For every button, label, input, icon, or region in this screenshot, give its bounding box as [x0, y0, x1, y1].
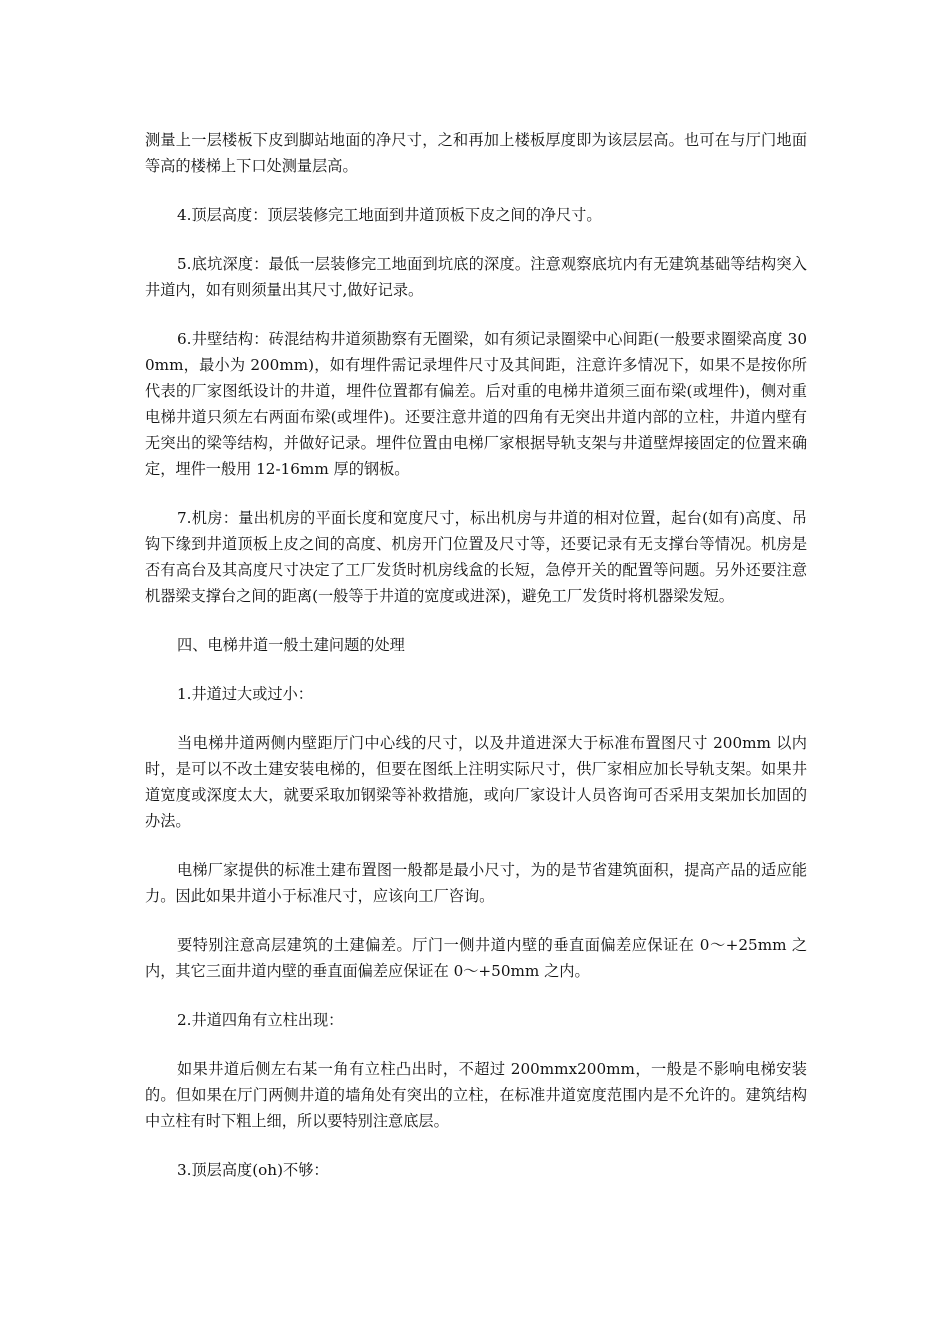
paragraph-corner-columns: 如果井道后侧左右某一角有立柱凸出时，不超过 200mmx200mm，一般是不影响电梯安装的。但如果在厅门两侧井道的墙角处有突出的立柱，在标准井道宽度范围内是不允许的。建筑结构中立柱有时下粗上细，所以要特别注意底层。: [145, 1060, 807, 1130]
paragraph-floor-height-cont: 测量上一层楼板下皮到脚站地面的净尺寸，之和再加上楼板厚度即为该层层高。也可在与厅门地面等高的楼梯上下口处测量层高。: [145, 131, 807, 175]
paragraph-pit-depth: 5.底坑深度：最低一层装修完工地面到坑底的深度。注意观察底坑内有无建筑基础等结构突入井道内，如有则须量出其尺寸,做好记录。: [145, 255, 807, 299]
paragraph-top-floor-height: 4.顶层高度：顶层装修完工地面到井道顶板下皮之间的净尺寸。: [177, 206, 602, 224]
paragraph-shaft-size-tolerance: 当电梯井道两侧内壁距厅门中心线的尺寸，以及井道进深大于标准布置图尺寸 200mm 以内时，是可以不改土建安装电梯的，但要在图纸上注明实际尺寸，供厂家相应加长导轨支架。如果井道宽度或深度太大，就要采取加钢梁等补救措施，或向厂家设计人员咨询可否采用支架加长加固的办法。: [145, 734, 807, 830]
paragraph-machine-room: 7.机房：量出机房的平面长度和宽度尺寸，标出机房与井道的相对位置，起台(如有)高度、吊钩下缘到井道顶板上皮之间的高度、机房开门位置及尺寸等，还要记录有无支撑台等情况。机房是否有高台及其高度尺寸决定了工厂发货时机房线盒的长短，急停开关的配置等问题。另外还要注意机器梁支撑台之间的距离(一般等于井道的宽度或进深)，避免工厂发货时将机器梁发短。: [145, 509, 807, 605]
paragraph-standard-layout: 电梯厂家提供的标准土建布置图一般都是最小尺寸，为的是节省建筑面积，提高产品的适应能力。因此如果井道小于标准尺寸，应该向工厂咨询。: [145, 861, 807, 905]
paragraph-high-rise-deviation: 要特别注意高层建筑的土建偏差。厅门一侧井道内壁的垂直面偏差应保证在 0～+25mm 之内，其它三面井道内壁的垂直面偏差应保证在 0～+50mm 之内。: [145, 936, 807, 980]
subheading-top-height-insufficient: 3.顶层高度(oh)不够：: [177, 1161, 329, 1179]
subheading-corner-columns: 2.井道四角有立柱出现：: [177, 1011, 344, 1029]
paragraph-shaft-wall-structure: 6.井壁结构：砖混结构井道须勘察有无圈梁，如有须记录圈梁中心间距(一般要求圈梁高度 300mm，最小为 200mm)，如有埋件需记录埋件尺寸及其间距，注意许多情况下，如果不是按你所代表的厂家图纸设计的井道，埋件位置都有偏差。后对重的电梯井道须三面布梁(或埋件)，侧对重电梯井道只须左右两面布梁(或埋件)。还要注意井道的四角有无突出井道内部的立柱，井道内壁有无突出的梁等结构，并做好记录。埋件位置由电梯厂家根据导轨支架与井道壁焊接固定的位置来确定，埋件一般用 12-16mm 厚的钢板。: [145, 330, 807, 478]
subheading-shaft-size: 1.井道过大或过小：: [177, 685, 313, 703]
section-heading-civil-issues: 四、电梯井道一般土建问题的处理: [177, 636, 405, 654]
document-page: [145, 127, 807, 1206]
